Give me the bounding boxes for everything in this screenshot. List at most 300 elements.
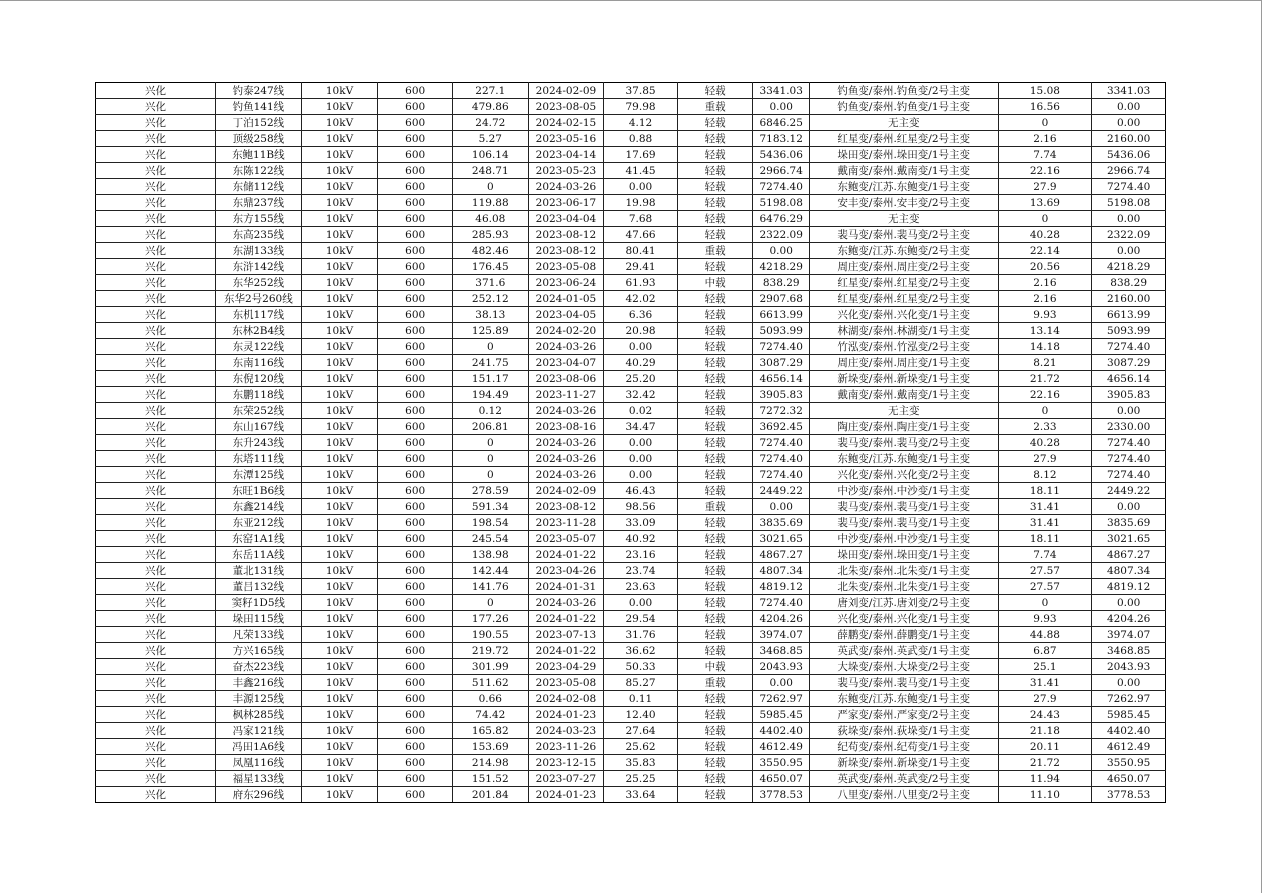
date-cell: 2023-08-06 <box>528 371 604 387</box>
transformer-cell: 中沙变/泰州.中沙变/1号主变 <box>809 531 998 547</box>
load-level-cell: 中载 <box>677 659 753 675</box>
voltage-cell: 10kV <box>301 451 378 467</box>
load-level-cell: 轻载 <box>677 515 753 531</box>
remaining-capacity-cell: 4402.40 <box>753 723 809 739</box>
voltage-cell: 10kV <box>301 675 378 691</box>
area-cell: 兴化 <box>96 563 216 579</box>
available-capacity-cell: 2449.22 <box>1092 483 1166 499</box>
line-name-cell: 东林2B4线 <box>216 323 302 339</box>
table-row <box>96 707 1166 723</box>
transformer-load-cell: 22.16 <box>998 387 1092 403</box>
transformer-load-cell: 14.18 <box>998 339 1092 355</box>
load-level-cell: 轻载 <box>677 323 753 339</box>
line-name-cell: 东塔111线 <box>216 451 302 467</box>
remaining-capacity-cell: 2043.93 <box>753 659 809 675</box>
line-name-cell: 东储112线 <box>216 179 302 195</box>
transformer-cell: 无主变 <box>809 115 998 131</box>
load-rate-cell: 79.98 <box>604 99 678 115</box>
load-rate-cell: 23.63 <box>604 579 678 595</box>
available-capacity-cell: 0.00 <box>1092 99 1166 115</box>
load-rate-cell: 0.00 <box>604 467 678 483</box>
load-level-cell: 轻载 <box>677 403 753 419</box>
voltage-cell: 10kV <box>301 563 378 579</box>
remaining-capacity-cell: 7274.40 <box>753 339 809 355</box>
transformer-cell: 林湖变/泰州.林湖变/1号主变 <box>809 323 998 339</box>
voltage-cell: 10kV <box>301 611 378 627</box>
area-cell: 兴化 <box>96 275 216 291</box>
load-rate-cell: 20.98 <box>604 323 678 339</box>
area-cell: 兴化 <box>96 515 216 531</box>
load-rate-cell: 23.16 <box>604 547 678 563</box>
area-cell: 兴化 <box>96 211 216 227</box>
max-load-cell: 0 <box>452 179 528 195</box>
capacity-cell: 600 <box>378 483 453 499</box>
date-cell: 2023-06-24 <box>528 275 604 291</box>
transformer-cell: 新垛变/泰州.新垛变/1号主变 <box>809 755 998 771</box>
load-level-cell: 重载 <box>677 243 753 259</box>
transformer-cell: 垛田变/泰州.垛田变/1号主变 <box>809 547 998 563</box>
line-name-cell: 丰鑫216线 <box>216 675 302 691</box>
available-capacity-cell: 4807.34 <box>1092 563 1166 579</box>
area-cell: 兴化 <box>96 195 216 211</box>
remaining-capacity-cell: 2966.74 <box>753 163 809 179</box>
date-cell: 2023-07-13 <box>528 627 604 643</box>
area-cell: 兴化 <box>96 627 216 643</box>
capacity-cell: 600 <box>378 307 453 323</box>
load-rate-cell: 4.12 <box>604 115 678 131</box>
transformer-load-cell: 0 <box>998 403 1092 419</box>
area-cell: 兴化 <box>96 131 216 147</box>
transformer-load-cell: 0 <box>998 115 1092 131</box>
load-level-cell: 轻载 <box>677 83 753 99</box>
max-load-cell: 24.72 <box>452 115 528 131</box>
available-capacity-cell: 4402.40 <box>1092 723 1166 739</box>
date-cell: 2024-01-22 <box>528 643 604 659</box>
load-rate-cell: 0.00 <box>604 595 678 611</box>
load-level-cell: 轻载 <box>677 291 753 307</box>
remaining-capacity-cell: 7274.40 <box>753 179 809 195</box>
remaining-capacity-cell: 3778.53 <box>753 787 809 803</box>
load-rate-cell: 85.27 <box>604 675 678 691</box>
date-cell: 2023-04-07 <box>528 355 604 371</box>
voltage-cell: 10kV <box>301 227 378 243</box>
load-rate-cell: 17.69 <box>604 147 678 163</box>
capacity-cell: 600 <box>378 467 453 483</box>
remaining-capacity-cell: 2449.22 <box>753 483 809 499</box>
line-name-cell: 方兴165线 <box>216 643 302 659</box>
transformer-load-cell: 7.74 <box>998 547 1092 563</box>
line-name-cell: 东鼎237线 <box>216 195 302 211</box>
area-cell: 兴化 <box>96 707 216 723</box>
transformer-load-cell: 18.11 <box>998 483 1092 499</box>
transformer-cell: 东鲍变/江苏.东鲍变/2号主变 <box>809 243 998 259</box>
area-cell: 兴化 <box>96 371 216 387</box>
available-capacity-cell: 0.00 <box>1092 675 1166 691</box>
voltage-cell: 10kV <box>301 131 378 147</box>
load-level-cell: 轻载 <box>677 195 753 211</box>
transformer-load-cell: 21.18 <box>998 723 1092 739</box>
table-row <box>96 243 1166 259</box>
area-cell: 兴化 <box>96 659 216 675</box>
area-cell: 兴化 <box>96 403 216 419</box>
voltage-cell: 10kV <box>301 355 378 371</box>
load-level-cell: 重载 <box>677 499 753 515</box>
voltage-cell: 10kV <box>301 723 378 739</box>
load-level-cell: 重载 <box>677 675 753 691</box>
transformer-cell: 裴马变/泰州.裴马变/2号主变 <box>809 227 998 243</box>
transformer-load-cell: 44.88 <box>998 627 1092 643</box>
area-cell: 兴化 <box>96 163 216 179</box>
date-cell: 2023-05-08 <box>528 259 604 275</box>
table-row <box>96 291 1166 307</box>
area-cell: 兴化 <box>96 771 216 787</box>
capacity-cell: 600 <box>378 99 453 115</box>
transformer-cell: 安丰变/泰州.安丰变/2号主变 <box>809 195 998 211</box>
transformer-cell: 兴化变/泰州.兴化变/1号主变 <box>809 611 998 627</box>
max-load-cell: 591.34 <box>452 499 528 515</box>
remaining-capacity-cell: 7274.40 <box>753 435 809 451</box>
available-capacity-cell: 7274.40 <box>1092 451 1166 467</box>
table-row <box>96 131 1166 147</box>
remaining-capacity-cell: 4867.27 <box>753 547 809 563</box>
load-rate-cell: 34.47 <box>604 419 678 435</box>
load-rate-cell: 41.45 <box>604 163 678 179</box>
area-cell: 兴化 <box>96 227 216 243</box>
date-cell: 2023-04-05 <box>528 307 604 323</box>
max-load-cell: 119.88 <box>452 195 528 211</box>
transformer-load-cell: 27.9 <box>998 179 1092 195</box>
line-name-cell: 钓泰247线 <box>216 83 302 99</box>
transformer-load-cell: 31.41 <box>998 499 1092 515</box>
transformer-cell: 周庄变/泰州.周庄变/1号主变 <box>809 355 998 371</box>
load-level-cell: 轻载 <box>677 115 753 131</box>
capacity-cell: 600 <box>378 595 453 611</box>
transformer-cell: 裴马变/泰州.裴马变/2号主变 <box>809 435 998 451</box>
load-rate-cell: 42.02 <box>604 291 678 307</box>
line-name-cell: 董北131线 <box>216 563 302 579</box>
available-capacity-cell: 3974.07 <box>1092 627 1166 643</box>
line-name-cell: 钓鱼141线 <box>216 99 302 115</box>
table-row <box>96 483 1166 499</box>
load-level-cell: 轻载 <box>677 547 753 563</box>
capacity-cell: 600 <box>378 435 453 451</box>
transformer-load-cell: 13.69 <box>998 195 1092 211</box>
available-capacity-cell: 3550.95 <box>1092 755 1166 771</box>
load-rate-cell: 19.98 <box>604 195 678 211</box>
remaining-capacity-cell: 7262.97 <box>753 691 809 707</box>
capacity-cell: 600 <box>378 275 453 291</box>
area-cell: 兴化 <box>96 499 216 515</box>
max-load-cell: 194.49 <box>452 387 528 403</box>
table-row <box>96 419 1166 435</box>
voltage-cell: 10kV <box>301 499 378 515</box>
load-level-cell: 轻载 <box>677 579 753 595</box>
voltage-cell: 10kV <box>301 147 378 163</box>
load-level-cell: 轻载 <box>677 179 753 195</box>
area-cell: 兴化 <box>96 291 216 307</box>
available-capacity-cell: 0.00 <box>1092 115 1166 131</box>
transformer-cell: 红星变/泰州.红星变/2号主变 <box>809 291 998 307</box>
date-cell: 2023-11-27 <box>528 387 604 403</box>
capacity-cell: 600 <box>378 627 453 643</box>
voltage-cell: 10kV <box>301 323 378 339</box>
voltage-cell: 10kV <box>301 643 378 659</box>
capacity-cell: 600 <box>378 259 453 275</box>
available-capacity-cell: 4218.29 <box>1092 259 1166 275</box>
capacity-cell: 600 <box>378 787 453 803</box>
transformer-cell: 英武变/泰州.英武变/1号主变 <box>809 643 998 659</box>
load-level-cell: 轻载 <box>677 755 753 771</box>
load-rate-cell: 23.74 <box>604 563 678 579</box>
transformer-cell: 东鲍变/江苏.东鲍变/1号主变 <box>809 451 998 467</box>
area-cell: 兴化 <box>96 435 216 451</box>
table-row <box>96 211 1166 227</box>
transformer-cell: 裴马变/泰州.裴马变/1号主变 <box>809 675 998 691</box>
table-row <box>96 99 1166 115</box>
transformer-cell: 北朱变/泰州.北朱变/1号主变 <box>809 563 998 579</box>
load-level-cell: 轻载 <box>677 611 753 627</box>
line-name-cell: 东南116线 <box>216 355 302 371</box>
line-name-cell: 东旺1B6线 <box>216 483 302 499</box>
max-load-cell: 227.1 <box>452 83 528 99</box>
voltage-cell: 10kV <box>301 435 378 451</box>
table-body <box>96 83 1166 803</box>
remaining-capacity-cell: 5093.99 <box>753 323 809 339</box>
max-load-cell: 198.54 <box>452 515 528 531</box>
table-row <box>96 787 1166 803</box>
load-rate-cell: 6.36 <box>604 307 678 323</box>
transformer-load-cell: 0 <box>998 211 1092 227</box>
available-capacity-cell: 2160.00 <box>1092 131 1166 147</box>
area-cell: 兴化 <box>96 99 216 115</box>
remaining-capacity-cell: 4204.26 <box>753 611 809 627</box>
capacity-cell: 600 <box>378 739 453 755</box>
area-cell: 兴化 <box>96 547 216 563</box>
line-name-cell: 东鑫214线 <box>216 499 302 515</box>
max-load-cell: 0 <box>452 595 528 611</box>
voltage-cell: 10kV <box>301 547 378 563</box>
available-capacity-cell: 0.00 <box>1092 211 1166 227</box>
area-cell: 兴化 <box>96 259 216 275</box>
transformer-load-cell: 31.41 <box>998 675 1092 691</box>
transformer-load-cell: 24.43 <box>998 707 1092 723</box>
available-capacity-cell: 0.00 <box>1092 499 1166 515</box>
capacity-cell: 600 <box>378 419 453 435</box>
area-cell: 兴化 <box>96 179 216 195</box>
voltage-cell: 10kV <box>301 179 378 195</box>
max-load-cell: 74.42 <box>452 707 528 723</box>
transformer-cell: 中沙变/泰州.中沙变/1号主变 <box>809 483 998 499</box>
available-capacity-cell: 4656.14 <box>1092 371 1166 387</box>
load-rate-cell: 33.09 <box>604 515 678 531</box>
area-cell: 兴化 <box>96 467 216 483</box>
available-capacity-cell: 7274.40 <box>1092 339 1166 355</box>
transformer-cell: 红星变/泰州.红星变/2号主变 <box>809 275 998 291</box>
table-row <box>96 83 1166 99</box>
transformer-load-cell: 9.93 <box>998 307 1092 323</box>
area-cell: 兴化 <box>96 451 216 467</box>
remaining-capacity-cell: 3692.45 <box>753 419 809 435</box>
capacity-cell: 600 <box>378 339 453 355</box>
transformer-cell: 戴南变/泰州.戴南变/1号主变 <box>809 387 998 403</box>
table-row <box>96 515 1166 531</box>
line-name-cell: 东浒142线 <box>216 259 302 275</box>
line-name-cell: 冯家121线 <box>216 723 302 739</box>
voltage-cell: 10kV <box>301 579 378 595</box>
available-capacity-cell: 3835.69 <box>1092 515 1166 531</box>
remaining-capacity-cell: 3021.65 <box>753 531 809 547</box>
load-rate-cell: 35.83 <box>604 755 678 771</box>
transformer-cell: 北朱变/泰州.北朱变/1号主变 <box>809 579 998 595</box>
date-cell: 2024-01-31 <box>528 579 604 595</box>
capacity-cell: 600 <box>378 179 453 195</box>
load-rate-cell: 27.64 <box>604 723 678 739</box>
transformer-load-cell: 40.28 <box>998 435 1092 451</box>
date-cell: 2023-08-16 <box>528 419 604 435</box>
load-level-cell: 轻载 <box>677 627 753 643</box>
area-cell: 兴化 <box>96 323 216 339</box>
table-row <box>96 387 1166 403</box>
remaining-capacity-cell: 4612.49 <box>753 739 809 755</box>
capacity-cell: 600 <box>378 243 453 259</box>
remaining-capacity-cell: 3974.07 <box>753 627 809 643</box>
remaining-capacity-cell: 838.29 <box>753 275 809 291</box>
transformer-load-cell: 27.57 <box>998 579 1092 595</box>
line-name-cell: 东陈122线 <box>216 163 302 179</box>
date-cell: 2023-05-07 <box>528 531 604 547</box>
load-rate-cell: 29.54 <box>604 611 678 627</box>
capacity-cell: 600 <box>378 771 453 787</box>
transformer-cell: 戴南变/泰州.戴南变/1号主变 <box>809 163 998 179</box>
line-name-cell: 东湖133线 <box>216 243 302 259</box>
voltage-cell: 10kV <box>301 387 378 403</box>
capacity-cell: 600 <box>378 579 453 595</box>
date-cell: 2023-11-28 <box>528 515 604 531</box>
date-cell: 2023-04-29 <box>528 659 604 675</box>
transformer-load-cell: 0 <box>998 595 1092 611</box>
max-load-cell: 0.12 <box>452 403 528 419</box>
line-name-cell: 东升243线 <box>216 435 302 451</box>
available-capacity-cell: 3778.53 <box>1092 787 1166 803</box>
load-level-cell: 轻载 <box>677 563 753 579</box>
table-row <box>96 467 1166 483</box>
capacity-cell: 600 <box>378 163 453 179</box>
area-cell: 兴化 <box>96 387 216 403</box>
load-level-cell: 轻载 <box>677 643 753 659</box>
table-row <box>96 275 1166 291</box>
transformer-cell: 荻垛变/泰州.荻垛变/1号主变 <box>809 723 998 739</box>
date-cell: 2024-03-26 <box>528 467 604 483</box>
transformer-load-cell: 15.08 <box>998 83 1092 99</box>
max-load-cell: 301.99 <box>452 659 528 675</box>
transformer-cell: 钓鱼变/泰州.钓鱼变/2号主变 <box>809 83 998 99</box>
table-row <box>96 115 1166 131</box>
load-level-cell: 轻载 <box>677 595 753 611</box>
table-row <box>96 163 1166 179</box>
capacity-cell: 600 <box>378 195 453 211</box>
load-level-cell: 轻载 <box>677 163 753 179</box>
load-rate-cell: 98.56 <box>604 499 678 515</box>
capacity-cell: 600 <box>378 211 453 227</box>
available-capacity-cell: 3087.29 <box>1092 355 1166 371</box>
max-load-cell: 0 <box>452 467 528 483</box>
load-rate-cell: 80.41 <box>604 243 678 259</box>
available-capacity-cell: 3468.85 <box>1092 643 1166 659</box>
transformer-load-cell: 9.93 <box>998 611 1092 627</box>
table-row <box>96 547 1166 563</box>
line-name-cell: 东亚212线 <box>216 515 302 531</box>
transformer-cell: 竹泓变/泰州.竹泓变/2号主变 <box>809 339 998 355</box>
max-load-cell: 0 <box>452 451 528 467</box>
voltage-cell: 10kV <box>301 691 378 707</box>
max-load-cell: 151.17 <box>452 371 528 387</box>
max-load-cell: 142.44 <box>452 563 528 579</box>
table-row <box>96 403 1166 419</box>
remaining-capacity-cell: 0.00 <box>753 243 809 259</box>
transformer-load-cell: 8.12 <box>998 467 1092 483</box>
transformer-load-cell: 7.74 <box>998 147 1092 163</box>
available-capacity-cell: 0.00 <box>1092 403 1166 419</box>
line-name-cell: 丰源125线 <box>216 691 302 707</box>
max-load-cell: 106.14 <box>452 147 528 163</box>
available-capacity-cell: 7274.40 <box>1092 179 1166 195</box>
available-capacity-cell: 3341.03 <box>1092 83 1166 99</box>
date-cell: 2024-02-09 <box>528 83 604 99</box>
transformer-load-cell: 16.56 <box>998 99 1092 115</box>
line-name-cell: 垛田115线 <box>216 611 302 627</box>
available-capacity-cell: 4204.26 <box>1092 611 1166 627</box>
voltage-cell: 10kV <box>301 787 378 803</box>
voltage-cell: 10kV <box>301 771 378 787</box>
voltage-cell: 10kV <box>301 483 378 499</box>
line-name-cell: 窦籽1D5线 <box>216 595 302 611</box>
remaining-capacity-cell: 4218.29 <box>753 259 809 275</box>
capacity-cell: 600 <box>378 323 453 339</box>
line-name-cell: 东方155线 <box>216 211 302 227</box>
line-name-cell: 东华252线 <box>216 275 302 291</box>
load-level-cell: 轻载 <box>677 483 753 499</box>
load-rate-cell: 31.76 <box>604 627 678 643</box>
voltage-cell: 10kV <box>301 515 378 531</box>
date-cell: 2023-12-15 <box>528 755 604 771</box>
available-capacity-cell: 3905.83 <box>1092 387 1166 403</box>
date-cell: 2024-03-26 <box>528 403 604 419</box>
line-name-cell: 顶级258线 <box>216 131 302 147</box>
date-cell: 2024-01-05 <box>528 291 604 307</box>
voltage-cell: 10kV <box>301 531 378 547</box>
line-name-cell: 东机117线 <box>216 307 302 323</box>
area-cell: 兴化 <box>96 611 216 627</box>
line-name-cell: 东华2号260线 <box>216 291 302 307</box>
max-load-cell: 214.98 <box>452 755 528 771</box>
table-row <box>96 339 1166 355</box>
date-cell: 2024-02-08 <box>528 691 604 707</box>
load-level-cell: 轻载 <box>677 771 753 787</box>
max-load-cell: 5.27 <box>452 131 528 147</box>
load-rate-cell: 37.85 <box>604 83 678 99</box>
remaining-capacity-cell: 7272.32 <box>753 403 809 419</box>
load-rate-cell: 40.29 <box>604 355 678 371</box>
remaining-capacity-cell: 7274.40 <box>753 467 809 483</box>
remaining-capacity-cell: 3341.03 <box>753 83 809 99</box>
transformer-cell: 东鲍变/江苏.东鲍变/1号主变 <box>809 179 998 195</box>
date-cell: 2024-03-26 <box>528 179 604 195</box>
voltage-cell: 10kV <box>301 243 378 259</box>
max-load-cell: 176.45 <box>452 259 528 275</box>
load-rate-cell: 0.00 <box>604 435 678 451</box>
date-cell: 2024-03-26 <box>528 435 604 451</box>
available-capacity-cell: 2330.00 <box>1092 419 1166 435</box>
